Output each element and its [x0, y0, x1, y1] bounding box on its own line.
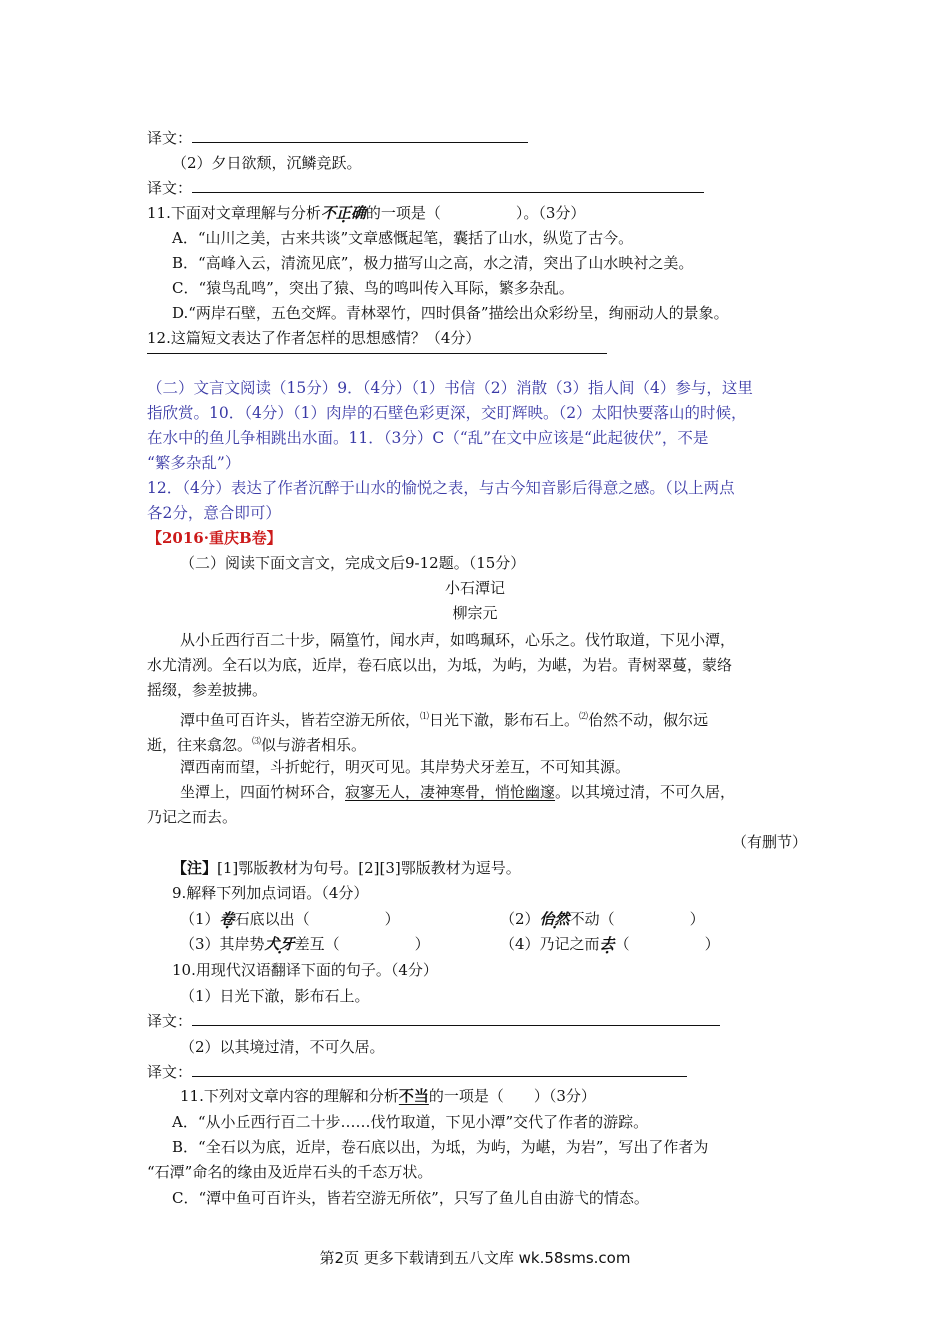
passage-p2-a: 潭中鱼可百许头，皆若空游无所依，⑴日光下澈，影布石上。⑵佁然不动，俶尔远: [180, 711, 709, 729]
editor-note: 【注】[1]鄂版教材为句号。[2][3]鄂版教材为逗号。: [172, 859, 521, 877]
q9-item-3: （3）其岸势犬牙差互（ ）: [180, 935, 430, 953]
q10-sentence-1: （1）日光下澈，影布石上。: [180, 987, 370, 1005]
answer-line-1: （二）文言文阅读（15分）9．（4分）（1）书信（2）消散（3）指人间（4）参与，这里: [147, 379, 753, 397]
q10-translation-2: 译文：: [147, 1062, 687, 1082]
passage-p1-a: 从小丘西行百二十步，隔篁竹，闻水声，如鸣珮环，心乐之。伐竹取道，下见小潭，: [180, 631, 736, 649]
q9-item-4: （4）乃记之而去（ ）: [500, 935, 720, 953]
q10-sentence-2: （2）以其境过清，不可久居。: [180, 1038, 385, 1056]
q11-option-d: D.“两岸石壁，五色交辉。青林翠竹，四时俱备”描绘出众彩纷呈，绚丽动人的景象。: [172, 304, 729, 322]
passage-author: 柳宗元: [452, 604, 498, 622]
section-intro: （二）阅读下面文言文，完成文后9-12题。（15分）: [180, 554, 526, 572]
q11b-option-b-cont: “石潭”命名的缘由及近岸石头的千态万状。: [147, 1163, 433, 1181]
passage-p2-b: 逝，往来翕忽。⑶似与游者相乐。: [147, 736, 367, 754]
q11-option-c: C．“猿鸟乱鸣”，突出了猿、鸟的鸣叫传入耳际，繁多杂乱。: [172, 279, 574, 297]
q11b-option-c: C．“潭中鱼可百许头，皆若空游无所依”，只写了鱼儿自由游弋的情态。: [172, 1189, 649, 1207]
footnote-3: ⑶: [252, 737, 262, 747]
answer-blank: [192, 1062, 687, 1077]
q10-stem: 10.用现代汉语翻译下面的句子。（4分）: [172, 961, 438, 979]
q11b-stem: 11.下列对文章内容的理解和分析不当的一项是（ ）（3分）: [180, 1087, 596, 1105]
q11-option-b: B．“高峰入云，清流见底”，极力描写山之高，水之清，突出了山水映衬之美。: [172, 254, 694, 272]
footnote-2: ⑵: [579, 712, 589, 722]
answer-line-2: 指欣赏。10．（4分）（1）肉岸的石壁色彩更深，交盯辉映。（2）太阳快要落山的时候，: [147, 404, 747, 422]
answer-blank: [192, 1011, 720, 1026]
q12-answer-blank: [147, 353, 607, 354]
q9-stem: 9.解释下列加点词语。（4分）: [172, 884, 369, 902]
answer-line-3: 在水中的鱼儿争相跳出水面。11．（3分）C（“乱”在文中应该是“此起彼伏”，不是: [147, 429, 709, 447]
passage-p4-b: 乃记之而去。: [147, 808, 238, 826]
answer-line-6: 各2分，意合即可）: [147, 504, 281, 522]
passage-p1-b: 水尤清冽。全石以为底，近岸，卷石底以出，为坻，为屿，为嵁，为岩。青树翠蔓，蒙络: [147, 656, 733, 674]
footnote-1: ⑴: [420, 712, 430, 722]
passage-title: 小石潭记: [444, 579, 505, 597]
q10-translation-1: 译文：: [147, 1011, 720, 1031]
abridged-note: （有删节）: [732, 833, 808, 851]
answer-blank: [192, 178, 704, 193]
translation-line-1: 译文：: [147, 128, 528, 148]
passage-p4-a: 坐潭上，四面竹树环合，寂寥无人，凄神寒骨，悄怆幽邃。以其境过清，不可久居，: [180, 783, 736, 801]
q11-stem: 11.下面对文章理解与分析不正确的一项是（ ）。（3分）: [147, 204, 586, 222]
translation-line-2: 译文：: [147, 178, 704, 198]
passage-p1-c: 摇缀，参差披拂。: [147, 681, 268, 699]
q9-item-1: （1）卷石底以出（ ）: [180, 910, 400, 928]
section-tag: 【2016·重庆B卷】: [147, 529, 282, 547]
answer-line-4: “繁多杂乱”）: [147, 454, 241, 472]
q11b-option-a: A．“从小丘西行百二十步……伐竹取道，下见小潭”交代了作者的游踪。: [172, 1113, 649, 1131]
page-footer: 第2页 更多下载请到五八文库 wk.58sms.com: [319, 1249, 631, 1267]
answer-blank: [192, 128, 528, 143]
underlined-phrase: 寂寥无人，凄神寒骨，悄怆幽邃: [345, 783, 556, 801]
q9-item-2: （2）佁然不动（ ）: [500, 910, 705, 928]
passage-p3: 潭西南而望，斗折蛇行，明灭可见。其岸势犬牙差互，不可知其源。: [180, 758, 631, 776]
q11b-option-b: B．“全石以为底，近岸，卷石底以出，为坻，为屿，为嵁，为岩”，写出了作者为: [172, 1138, 709, 1156]
q11-option-a: A．“山川之美，古来共谈”文章感慨起笔，囊括了山水，纵览了古今。: [172, 229, 634, 247]
sentence-2: （2）夕日欲颓，沉鳞竞跃。: [172, 154, 362, 172]
q12-stem: 12.这篇短文表达了作者怎样的思想感情？（4分）: [147, 329, 481, 347]
answer-line-5: 12．（4分）表达了作者沉醉于山水的愉悦之表，与古今知音影后得意之感。（以上两点: [147, 479, 735, 497]
